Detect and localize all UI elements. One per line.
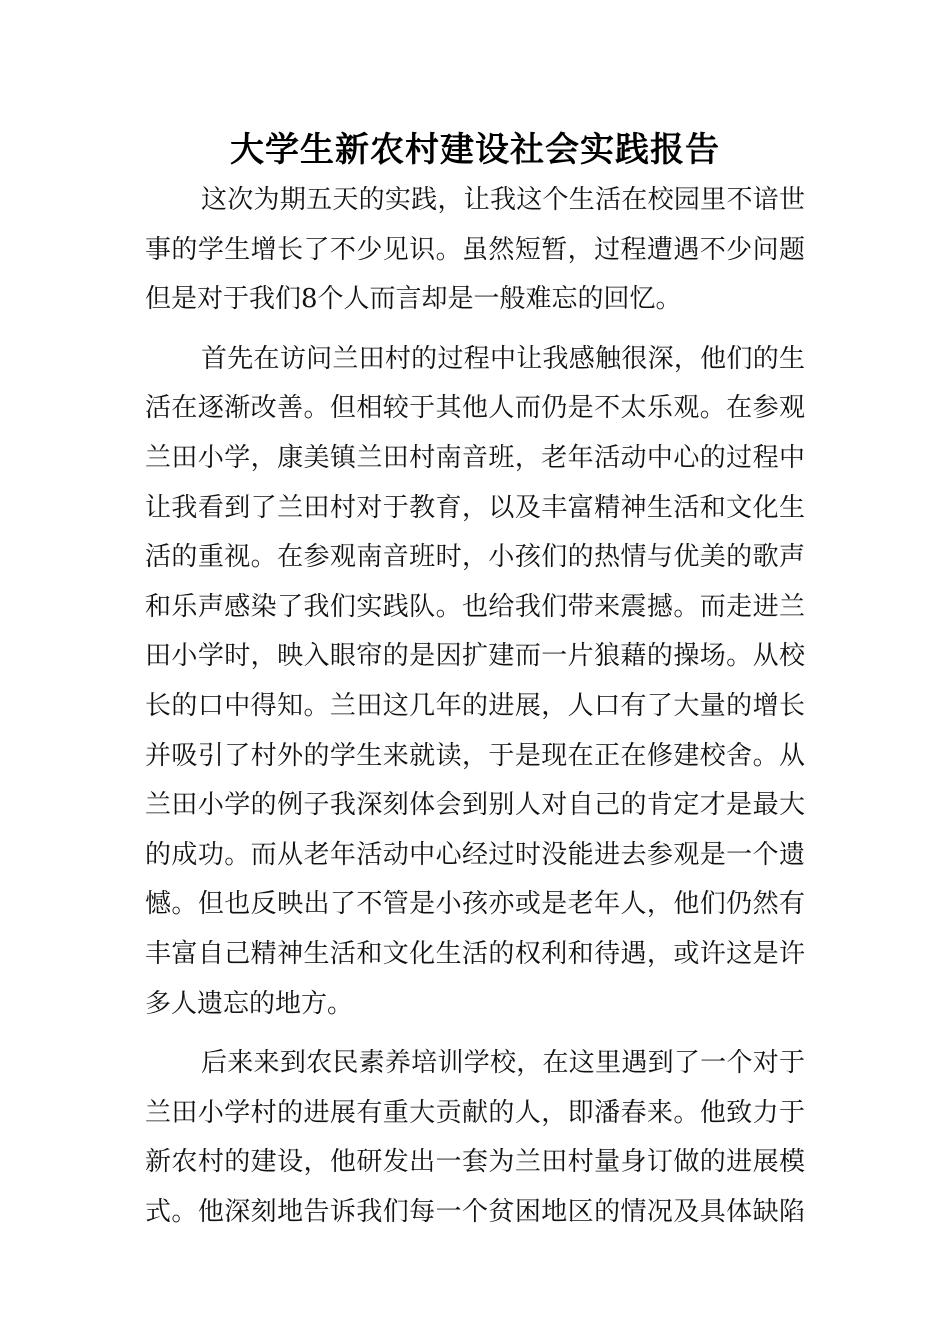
- text-line: 首先在访问兰田村的过程中让我感触很深，他们的生: [201, 343, 805, 374]
- text-line: 后来来到农民素养培训学校，在这里遇到了一个对于: [201, 1048, 805, 1079]
- paragraph-1: [145, 176, 805, 325]
- text-line: 丰富自己精神生活和文化生活的权利和待遇，或许这是许: [145, 938, 805, 969]
- text-line: 多人遗忘的地方。: [145, 988, 354, 1019]
- text-line: 兰田小学村的进展有重大贡献的人，即潘春来。他致力于: [145, 1097, 805, 1128]
- text-line: 事的学生增长了不少见识。虽然短暂，过程遭遇不少问题: [145, 234, 805, 265]
- text-line: 让我看到了兰田村对于教育，以及丰富精神生活和文化生: [145, 492, 805, 523]
- text-line: 和乐声感染了我们实践队。也给我们带来震撼。而走进兰: [145, 591, 805, 622]
- text-line: 兰田小学的例子我深刻体会到别人对自己的肯定才是最大: [145, 790, 805, 821]
- text-line: 兰田小学，康美镇兰田村南音班，老年活动中心的过程中: [145, 442, 805, 473]
- text-line: 新农村的建设，他研发出一套为兰田村量身订做的进展模: [145, 1147, 805, 1178]
- text-line: 的成功。而从老年活动中心经过时没能进去参观是一个遗: [145, 839, 805, 870]
- text-line: 田小学时，映入眼帘的是因扩建而一片狼藉的操场。从校: [145, 641, 805, 672]
- document-body: [145, 176, 805, 1247]
- paragraph-3: [145, 1039, 805, 1237]
- paragraph-2: [145, 335, 805, 1029]
- text-line: 长的口中得知。兰田这几年的进展，人口有了大量的增长: [145, 690, 805, 721]
- document-title: 大学生新农村建设社会实践报告: [230, 130, 720, 170]
- text-line: 但是对于我们8个人而言却是一般难忘的回忆。: [145, 284, 682, 315]
- text-line: 憾。但也反映出了不管是小孩亦或是老年人，他们仍然有: [145, 889, 805, 920]
- text-line: 活的重视。在参观南音班时，小孩们的热情与优美的歌声: [145, 542, 805, 573]
- text-line: 式。他深刻地告诉我们每一个贫困地区的情况及具体缺陷: [145, 1196, 805, 1227]
- text-line: 这次为期五天的实践，让我这个生活在校园里不谙世: [201, 185, 805, 215]
- text-line: 活在逐渐改善。但相较于其他人而仍是不太乐观。在参观: [145, 393, 805, 424]
- text-line: 并吸引了村外的学生来就读，于是现在正在修建校舍。从: [145, 740, 805, 771]
